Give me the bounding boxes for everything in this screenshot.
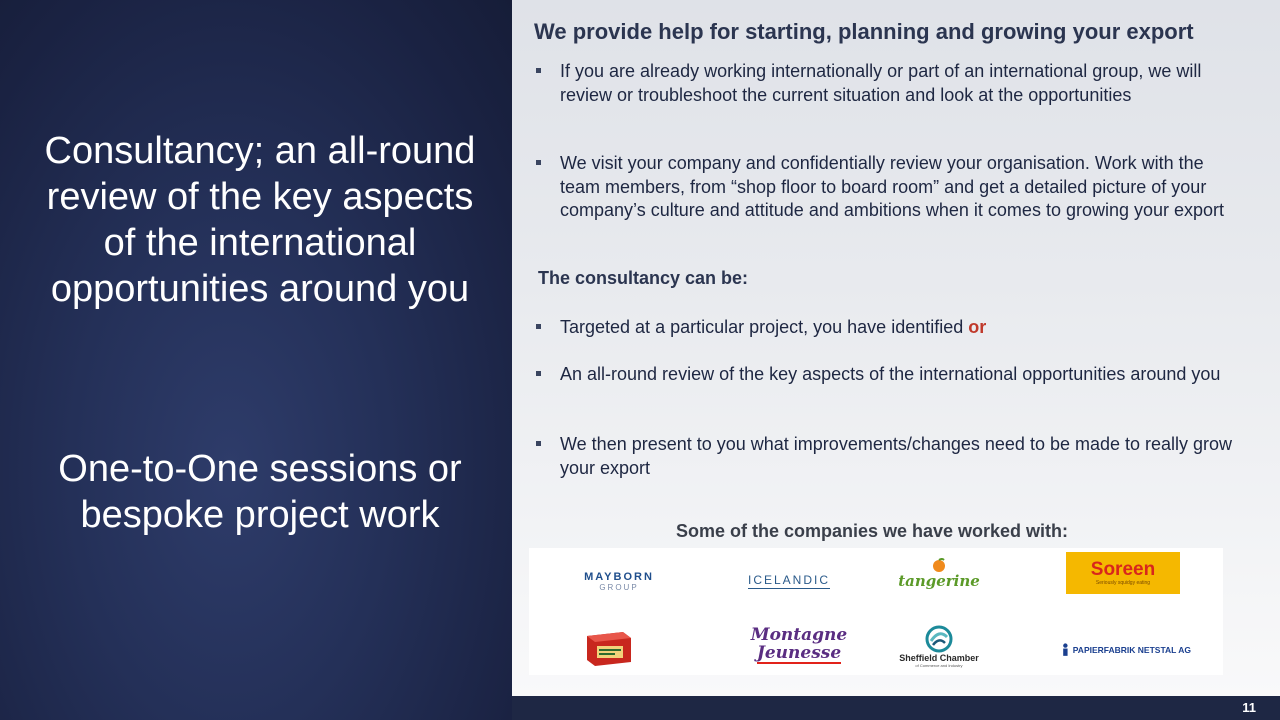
content-panel: [512, 0, 1280, 696]
bullet-marker: [536, 68, 541, 73]
tea-box-logo: [581, 626, 637, 668]
client-logos: [529, 548, 1223, 675]
tea-box-icon: [581, 626, 637, 668]
jeunesse-text: Jeunesse: [756, 643, 842, 663]
bullet-marker: [536, 160, 541, 165]
papierfabrik-netstal-logo: [1061, 634, 1191, 666]
sheffield-swirl-icon: [924, 625, 954, 653]
page-number: 11: [1242, 700, 1256, 715]
papierfabrik-figure-icon: [1061, 640, 1070, 660]
tangerine-logo: [899, 552, 979, 596]
montagne-jeunesse-logo: [739, 620, 859, 670]
bullet-targeted-text: Targeted at a particular project, you have identified: [560, 317, 964, 337]
icelandic-text: ICELANDIC: [747, 573, 830, 587]
slide-title: Consultancy; an all-round review of the key aspects of the international opportunities around you: [44, 130, 476, 310]
companies-title: Some of the companies we have worked with:: [675, 521, 1069, 541]
mayborn-sub: GROUP: [599, 582, 639, 592]
papierfabrik-text: PAPIERFABRIK NETSTAL AG: [1072, 645, 1191, 655]
soreen-logo: [1066, 552, 1180, 594]
footer-bar: [512, 696, 1280, 720]
bullet-text: We then present to you what improvements/changes need to be made to really grow your export: [560, 434, 1233, 478]
bullet-text: We visit your company and confidentially review your organisation. Work with the team members, from “shop floor to board room” and get a detailed picture of your company’s culture and attitude and ambitions when it comes to growing your export: [560, 153, 1225, 220]
slide-subtitle: One-to-One sessions or bespoke project work: [58, 448, 462, 536]
bullet-marker: [536, 371, 541, 376]
bullet-marker: [536, 441, 541, 446]
bullet-text: If you are already working internationally or part of an international group, we will review or troubleshoot the current situation and look at the opportunities: [560, 61, 1202, 105]
tangerine-fruit-icon: [929, 558, 949, 572]
sheffield-text: Sheffield Chamber: [899, 652, 979, 663]
montagne-text: Montagne: [750, 625, 848, 645]
bullet-text: An all-round review of the key aspects of the international opportunities around you: [560, 364, 1221, 384]
bullet-marker: [536, 324, 541, 329]
sheffield-chamber-logo: [889, 618, 989, 674]
consultancy-label: The consultancy can be:: [538, 268, 749, 288]
bullet-text: [560, 316, 1236, 340]
content-heading: We provide help for starting, planning and growing your export: [534, 19, 1194, 44]
mayborn-text: MAYBORN: [584, 570, 654, 583]
tangerine-text: tangerine: [898, 572, 980, 590]
or-emphasis: or: [968, 317, 987, 337]
icelandic-logo: [734, 560, 844, 602]
sheffield-sub: of Commerce and Industry: [915, 662, 963, 668]
soreen-tagline: Seriously squidgy eating: [1095, 580, 1151, 586]
mayborn-logo: [569, 560, 669, 602]
soreen-text: Soreen: [1090, 559, 1156, 580]
title-panel: [0, 0, 512, 720]
